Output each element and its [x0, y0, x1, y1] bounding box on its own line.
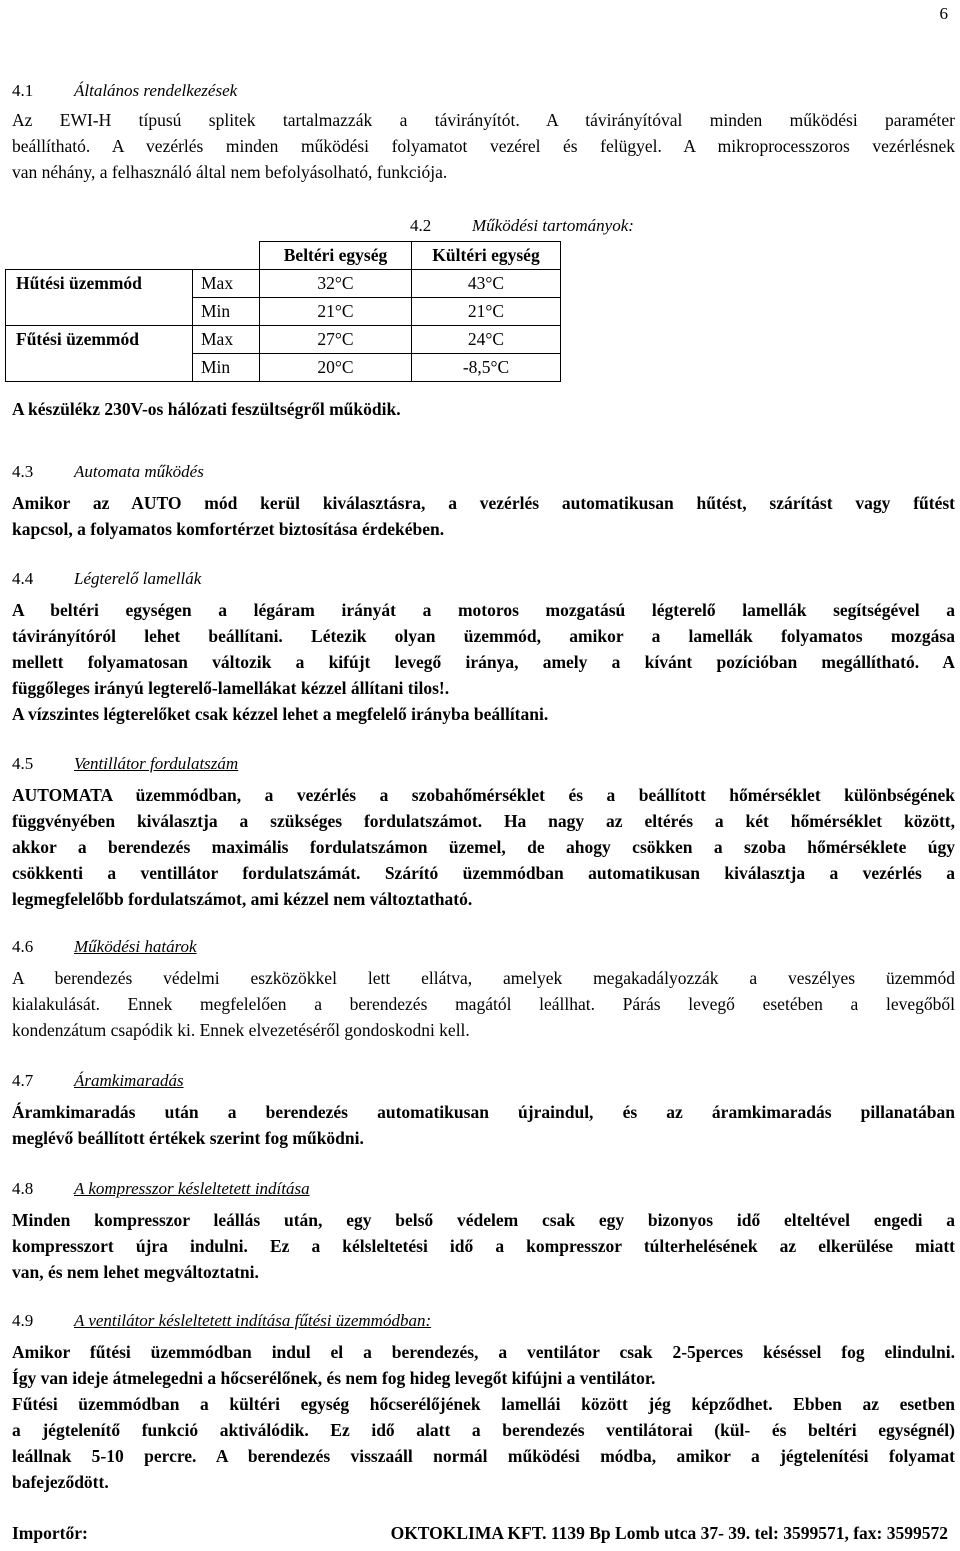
section-heading: 4.2 Működési tartományok:	[410, 216, 634, 235]
voltage-note: A készülékz 230V-os hálózati feszültségről működik.	[12, 399, 401, 419]
section-body: Amikor fűtési üzemmódban indul el a berendezés, a ventilátor csak 2-5perces késéssel fog elindulni. Így van ideje átmelegedni a hőcserélőnek, és nem fog hideg levegőt kifújni a ventilátor. Fűtési üzemmódban a kültéri egység hőcserélőjének lamellái között jég képződhet. Ebben az esetben a jégtelenítő funkció aktiválódik. Ez idő alatt a berendezés ventilátorai (kül- és beltéri egységnél) leállnak 5-10 percre. A berendezés visszaáll normál működési módba, amikor a jégtelenítési folyamat bafejeződött.	[12, 1342, 955, 1492]
section-4-4	[12, 568, 955, 727]
section-4-6	[12, 936, 955, 1043]
section-heading: 4.8 A kompresszor késleltetett indítása	[12, 1179, 310, 1198]
page-number: 6	[939, 4, 948, 23]
section-body: Áramkimaradás után a berendezés automatikusan újraindul, és az áramkimaradás pillanatában meglévő beállított értékek szerint fog működni.	[12, 1102, 955, 1148]
section-heading: 4.1 Általános rendelkezések	[12, 81, 238, 100]
outdoor-cell: 21°C	[412, 298, 561, 326]
section-body: Az EWI-H típusú splitek tartalmazzák a távirányítót. A távirányítóval minden működési paraméter beállítható. A vezérlés minden működési folyamatot vezérel és felügyel. A mikroprocesszoros vezérlésnek van néhány, a felhasználó által nem befolyásolható, funkciója.	[12, 110, 955, 182]
section-4-9	[12, 1310, 955, 1495]
indoor-cell: 27°C	[260, 326, 412, 354]
section-heading: 4.5 Ventillátor fordulatszám	[12, 754, 239, 773]
section-heading: 4.6 Működési határok	[12, 937, 197, 956]
importer-address: OKTOKLIMA KFT. 1139 Bp Lomb utca 37- 39. tel: 3599571, fax: 3599572	[390, 1523, 948, 1543]
section-heading: 4.4 Légterelő lamellák	[12, 569, 202, 588]
indoor-cell: 21°C	[260, 298, 412, 326]
section-4-8	[12, 1178, 955, 1285]
mode-cell	[6, 298, 193, 326]
section-body: Minden kompresszor leállás után, egy belső védelem csak egy bizonyos idő elteltével engedi a kompresszort újra indulni. Ez a kélsleltetési idő a kompresszor túlterhelésének az elkerülése miatt van, és nem lehet megváltoztatni.	[12, 1210, 955, 1282]
section-4-2-note	[12, 396, 955, 422]
mode-cell: Fűtési üzemmód	[6, 326, 193, 354]
section-heading: 4.7 Áramkimaradás	[12, 1071, 184, 1090]
limit-cell: Max	[193, 270, 260, 298]
section-body: A berendezés védelmi eszközökkel lett ellátva, amelyek megakadályozzák a veszélyes üzemmód kialakulását. Ennek megfelelően a berendezés magától leállhat. Párás levegő esetében a levegőből kondenzátum csapódik ki. Ennek elvezetéséről gondoskodni kell.	[12, 968, 955, 1040]
header-outdoor: Kültéri egység	[412, 242, 561, 270]
header-indoor: Beltéri egység	[260, 242, 412, 270]
importer-label: Importőr:	[12, 1523, 88, 1543]
outdoor-cell: -8,5°C	[412, 354, 561, 382]
section-heading: 4.3 Automata működés	[12, 462, 204, 481]
section-4-7	[12, 1070, 955, 1151]
section-body: AUTOMATA üzemmódban, a vezérlés a szobahőmérséklet és a beállított hőmérséklet különbségének függvényében kiválasztja a szükséges fordulatszámot. Ha nagy az eltérés a két hőmérséklet között, akkor a berendezés maximális fordulatszámon üzemel, de ahogy csökken a szoba hőmérséklete úgy csökkenti a ventillátor fordulatszámát. Szárító üzemmódban automatikusan kiválasztja a vezérlés a legmegfelelőbb fordulatszámot, ami kézzel nem változtatható.	[12, 785, 955, 909]
section-4-5	[12, 753, 955, 912]
outdoor-cell: 24°C	[412, 326, 561, 354]
section-heading: 4.9 A ventilátor késleltetett indítása fűtési üzemmódban:	[12, 1311, 432, 1330]
section-4-1	[12, 80, 955, 185]
limit-cell: Min	[193, 354, 260, 382]
section-body: Amikor az AUTO mód kerül kiválasztásra, a vezérlés automatikusan hűtést, szárítást vagy fűtést kapcsol, a folyamatos komfortérzet biztosítása érdekében.	[12, 493, 955, 539]
mode-cell	[6, 354, 193, 382]
indoor-cell: 32°C	[260, 270, 412, 298]
section-4-3	[12, 461, 955, 542]
section-4-2	[12, 215, 955, 237]
section-body: A beltéri egységen a légáram irányát a motoros mozgatású légterelő lamellák segítségével a távirányítóról lehet beállítani. Létezik olyan üzemmód, amikor a lamellák folyamatos mozgása mellett folyamatosan változik a kifújt levegő iránya, amely a kívánt pozícióban megállítható. A függőleges irányú legterelő-lamellákat kézzel állítani tilos!. A vízszintes légterelőket csak kézzel lehet a megfelelő irányba beállítani.	[12, 600, 955, 724]
mode-cell: Hűtési üzemmód	[6, 270, 193, 298]
operating-range-table	[5, 241, 561, 382]
limit-cell: Min	[193, 298, 260, 326]
indoor-cell: 20°C	[260, 354, 412, 382]
outdoor-cell: 43°C	[412, 270, 561, 298]
limit-cell: Max	[193, 326, 260, 354]
